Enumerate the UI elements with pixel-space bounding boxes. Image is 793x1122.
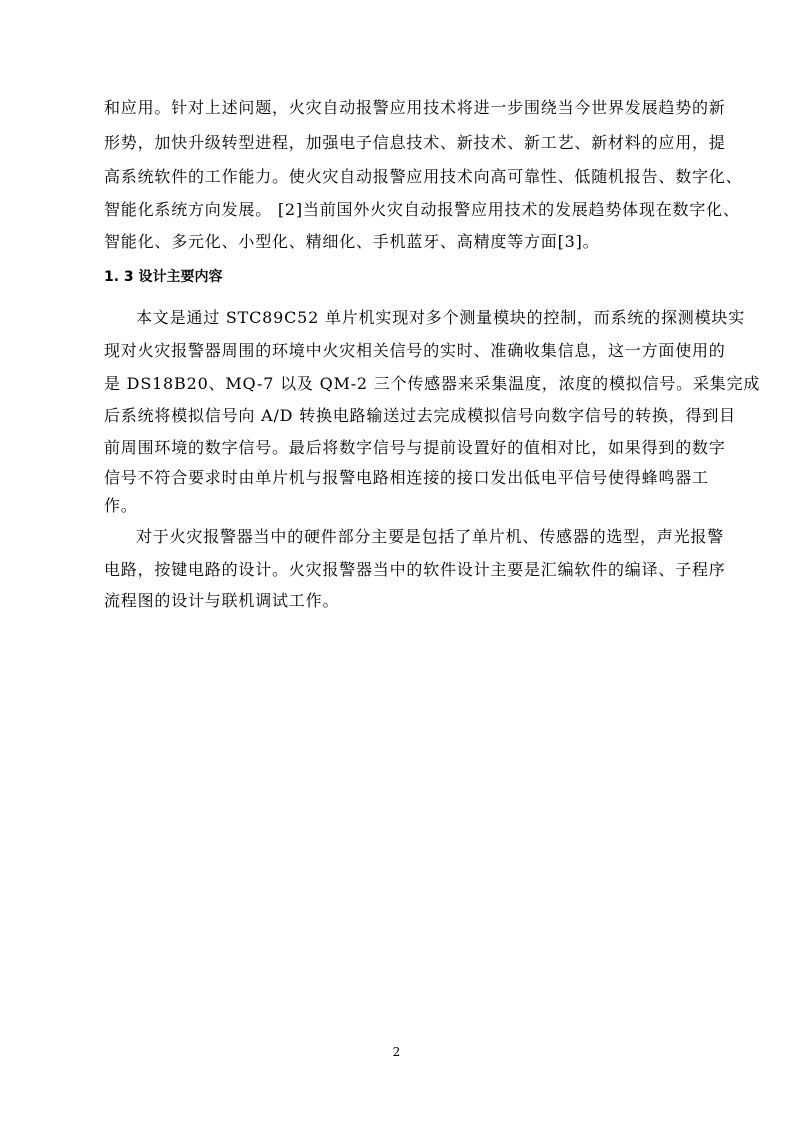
paragraph-line: 高系统软件的工作能力。使火灾自动报警应用技术向高可靠性、低随机报告、数字化、	[104, 167, 743, 186]
paragraph-line: 现对火灾报警器周围的环境中火灾相关信号的实时、准确收集信息，这一方面使用的	[104, 341, 726, 360]
paragraph-line: 前周围环境的数字信号。最后将数字信号与提前设置好的值相对比，如果得到的数字	[104, 438, 726, 457]
paragraph-line: 和应用。针对上述问题，火灾自动报警应用技术将进一步围绕当今世界发展趋势的新	[104, 98, 726, 117]
paragraph-line: 后系统将模拟信号向 A/D 转换电路输送过去完成模拟信号向数字信号的转换，得到目	[104, 406, 736, 425]
paragraph-line: 信号不符合要求时由单片机与报警电路相连接的接口发出低电平信号使得蜂鸣器工	[104, 468, 709, 487]
paragraph-line: 智能化、多元化、小型化、精细化、手机蓝牙、高精度等方面[3]。	[104, 232, 600, 251]
paragraph-line: 电路，按键电路的设计。火灾报警器当中的软件设计主要是汇编软件的编译、子程序	[104, 560, 726, 579]
paragraph-line: 作。	[104, 496, 138, 515]
paragraph-line: 对于火灾报警器当中的硬件部分主要是包括了单片机、传感器的选型，声光报警	[136, 527, 725, 546]
paragraph-line: 流程图的设计与联机调试工作。	[104, 591, 340, 610]
paragraph-line: 形势，加快升级转型进程，加强电子信息技术、新技术、新工艺、新材料的应用，提	[104, 133, 726, 152]
paragraph-line: 智能化系统方向发展。 [2]当前国外火灾自动报警应用技术的发展趋势体现在数字化、	[104, 200, 740, 219]
paragraph-line: 是 DS18B20、MQ-7 以及 QM-2 三个传感器来采集温度，浓度的模拟信号。采集完成	[104, 374, 761, 393]
section-heading: 1. 3 设计主要内容	[104, 269, 223, 285]
page-number: 2	[392, 1045, 401, 1059]
paragraph-line: 本文是通过 STC89C52 单片机实现对多个测量模块的控制，而系统的探测模块实	[136, 308, 746, 327]
